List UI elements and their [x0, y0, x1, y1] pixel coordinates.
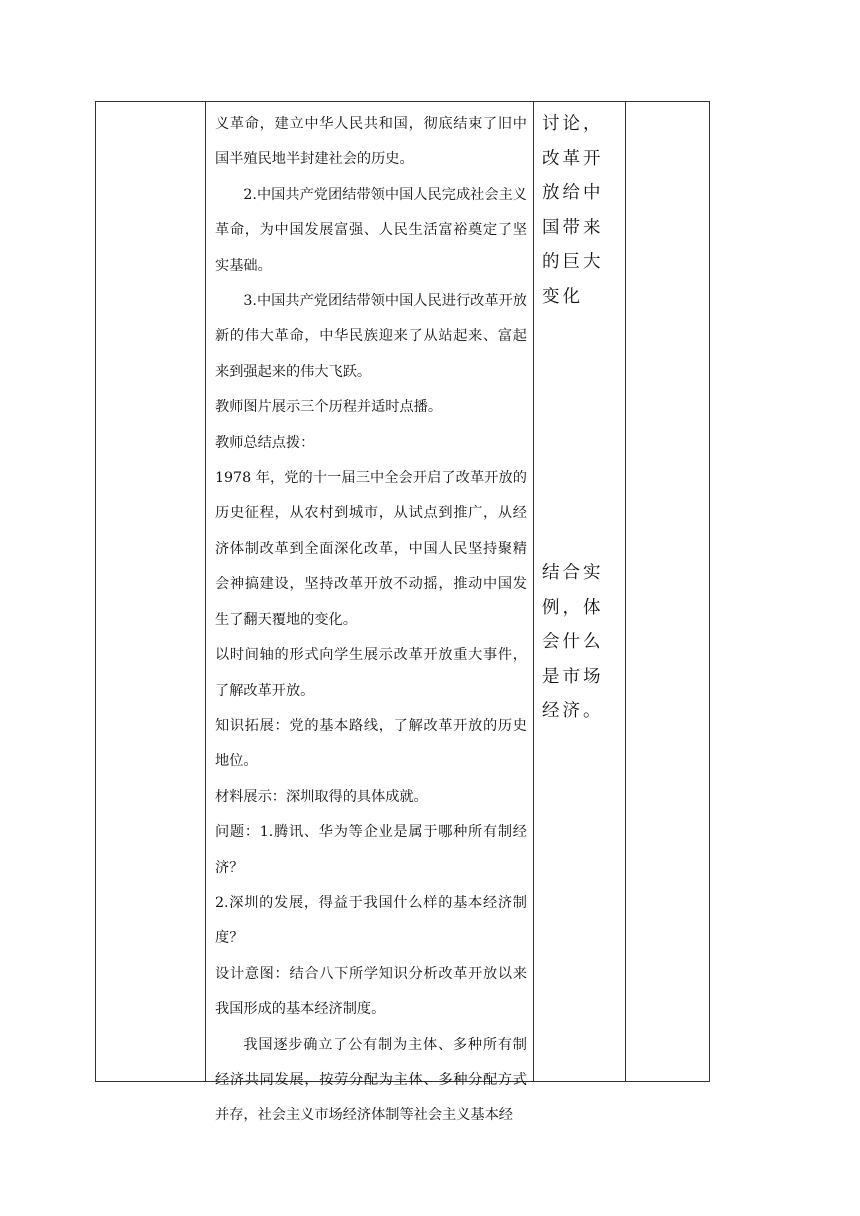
paragraph: 以时间轴的形式向学生展示改革开放重大事件，了解改革开放。 — [215, 647, 527, 699]
paragraph: 义革命，建立中华人民共和国，彻底结束了旧中国半殖民地半封建社会的历史。 — [215, 116, 527, 168]
paragraph: 1978 年，党的十一届三中全会开启了改革开放的历史征程，从农村到城市，从试点到推广，从经济体制改革到全面深化改革，中国人民坚持聚精会神搞建设，坚持改革开放不动摇，推动中国发生了翻天覆地的变化。 — [215, 470, 527, 628]
activity-note-market-economy: 结合实例，体会什么是市场经济。 — [542, 563, 604, 721]
student-activity-cell — [534, 102, 625, 1081]
lesson-plan-table — [95, 101, 710, 1124]
paragraph: 材料展示：深圳取得的具体成就。 — [215, 788, 428, 805]
paragraph: 教师总结点拨： — [215, 434, 315, 451]
paragraph: 我国逐步确立了公有制为主体、多种所有制经济共同发展，按劳分配为主体、多种分配方式并存，社会主义市场经济体制等社会主义基本经 — [215, 1036, 527, 1124]
paragraph: 问题：1.腾讯、华为等企业是属于哪种所有制经济？ — [215, 824, 527, 876]
paragraph: 3.中国共产党团结带领中国人民进行改革开放新的伟大革命，中华民族迎来了从站起来、富起来到强起来的伟大飞跃。 — [215, 293, 527, 380]
paragraph: 2.深圳的发展，得益于我国什么样的基本经济制度？ — [215, 894, 527, 947]
paragraph: 知识拓展：党的基本路线，了解改革开放的历史地位。 — [215, 717, 527, 770]
column-divider — [625, 102, 626, 1081]
paragraph: 设计意图：结合八下所学知识分析改革开放以来我国形成的基本经济制度。 — [215, 965, 527, 1018]
activity-note-discussion: 讨论，改革开放给中国带来的巨大变化 — [542, 114, 604, 307]
paragraph: 2.中国共产党团结带领中国人民完成社会主义革命，为中国发展富强、人民生活富裕奠定了坚实基础。 — [215, 186, 527, 274]
teaching-activity-cell — [206, 102, 533, 1124]
paragraph: 教师图片展示三个历程并适时点播。 — [215, 399, 443, 416]
